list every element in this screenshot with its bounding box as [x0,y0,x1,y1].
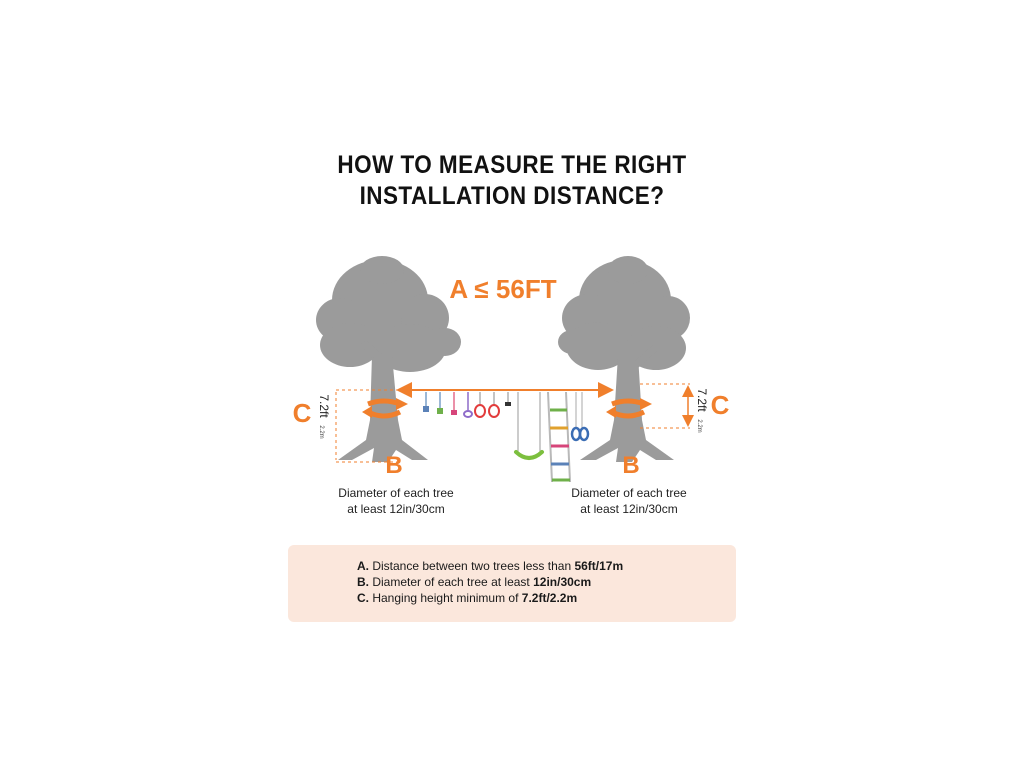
title-line-2: INSTALLATION DISTANCE? [359,182,665,210]
distance-label: A ≤ 56FT [449,274,557,304]
title-line-1: HOW TO MEASURE THE RIGHT [337,151,687,179]
info-item-b-value: 12in/30cm [533,575,592,589]
right-tree-icon [558,256,690,462]
height-letter-left: C [292,398,312,428]
caption-right [549,485,709,517]
left-tree-icon [316,256,461,462]
ninja-obstacles [423,392,588,482]
height-metric-right-text: 2.2m [696,419,702,433]
caption-left [316,485,476,517]
info-list [357,558,623,606]
info-item-a-value: 56ft/17m [574,559,624,573]
info-item-b-text: Diameter of each tree at least [372,575,534,589]
caption-left-line-2: at least 12in/30cm [347,502,445,516]
info-item-c-text: Hanging height minimum of [372,591,522,605]
info-item-a-key: A. [357,559,369,573]
info-item-b-key: B. [357,575,369,589]
height-value-left [317,394,331,438]
info-item-a [357,558,623,574]
height-value-right [695,388,709,432]
info-item-a-text: Distance between two trees less than [372,559,575,573]
info-item-b [357,574,623,590]
height-value-right-text: 7.2ft [695,388,709,412]
height-letter-right: C [710,390,730,420]
diameter-letter-right: B [622,452,640,479]
info-item-c [357,590,623,606]
caption-right-line-2: at least 12in/30cm [580,502,678,516]
caption-right-line-1: Diameter of each tree [571,486,687,500]
caption-left-line-1: Diameter of each tree [338,486,454,500]
height-metric-left-text: 2.2m [318,425,324,439]
info-item-c-value: 7.2ft/2.2m [521,591,578,605]
info-box [288,545,736,622]
diameter-letter-left: B [385,452,403,479]
info-item-c-key: C. [357,591,369,605]
height-value-left-text: 7.2ft [317,394,331,418]
